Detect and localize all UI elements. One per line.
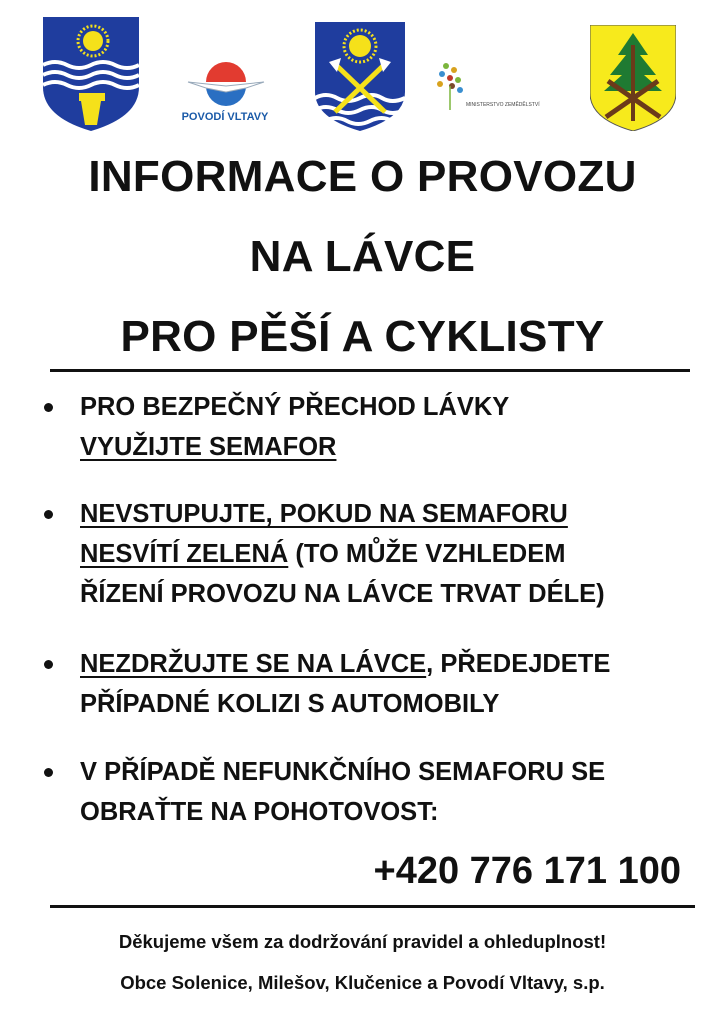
title-line-2: NA LÁVCE [249, 232, 476, 281]
svg-text:POVODÍ VLTAVY: POVODÍ VLTAVY [181, 111, 269, 123]
bullet-item [40, 752, 700, 832]
bullet-item [40, 387, 700, 467]
bullet-text: V PŘÍPADĚ NEFUNKČNÍHO SEMAFORU SE OBRAŤTE NA POHOTOVOST: [80, 758, 606, 826]
divider-bottom [50, 905, 695, 908]
title-line-1: INFORMACE O PROVOZU [88, 152, 637, 201]
bullet-item [40, 644, 700, 724]
bullet-text: PRO BEZPEČNÝ PŘECHOD LÁVKY [80, 393, 510, 421]
bullet-icon [44, 660, 53, 669]
emergency-phone: +420 776 171 100 [373, 850, 681, 892]
bullet-icon [44, 768, 53, 777]
svg-text:MINISTERSTVO ZEMĚDĚLSTVÍ: MINISTERSTVO ZEMĚDĚLSTVÍ [466, 102, 540, 108]
bullet-text-underlined: NEZDRŽUJTE SE NA LÁVCE [80, 650, 427, 678]
bullet-text: , PŘEDEJDETE PŘÍPADNÉ KOLIZI S AUTOMOBILY [80, 650, 611, 718]
milesov-coat-of-arms [315, 22, 405, 131]
divider-top [50, 369, 690, 372]
bullet-item [40, 494, 700, 614]
bullet-icon [44, 403, 53, 412]
bullet-text-underlined: NEVSTUPUJTE, POKUD NA SEMAFORU [80, 500, 568, 528]
klucenice-coat-of-arms [590, 25, 676, 131]
bullet-icon [44, 510, 53, 519]
footer-signature: Obce Solenice, Milešov, Klučenice a Povodí Vltavy, s.p. [120, 972, 605, 993]
bullet-text-underlined: NESVÍTÍ ZELENÁ [80, 540, 289, 568]
ministerstvo-zemedelstvi-logo [432, 58, 562, 114]
footer-thanks: Děkujeme všem za dodržování pravidel a ohleduplnost! [118, 931, 607, 952]
solenice-coat-of-arms [43, 17, 139, 131]
bullet-text-underlined: VYUŽIJTE SEMAFOR [80, 433, 337, 461]
bullet-text: (TO MŮŽE VZHLEDEM ŘÍZENÍ PROVOZU NA LÁVCE TRVAT DÉLE) [80, 540, 605, 608]
povodi-vltavy-logo [160, 58, 290, 126]
title-line-3: PRO PĚŠÍ A CYKLISTY [120, 312, 605, 361]
